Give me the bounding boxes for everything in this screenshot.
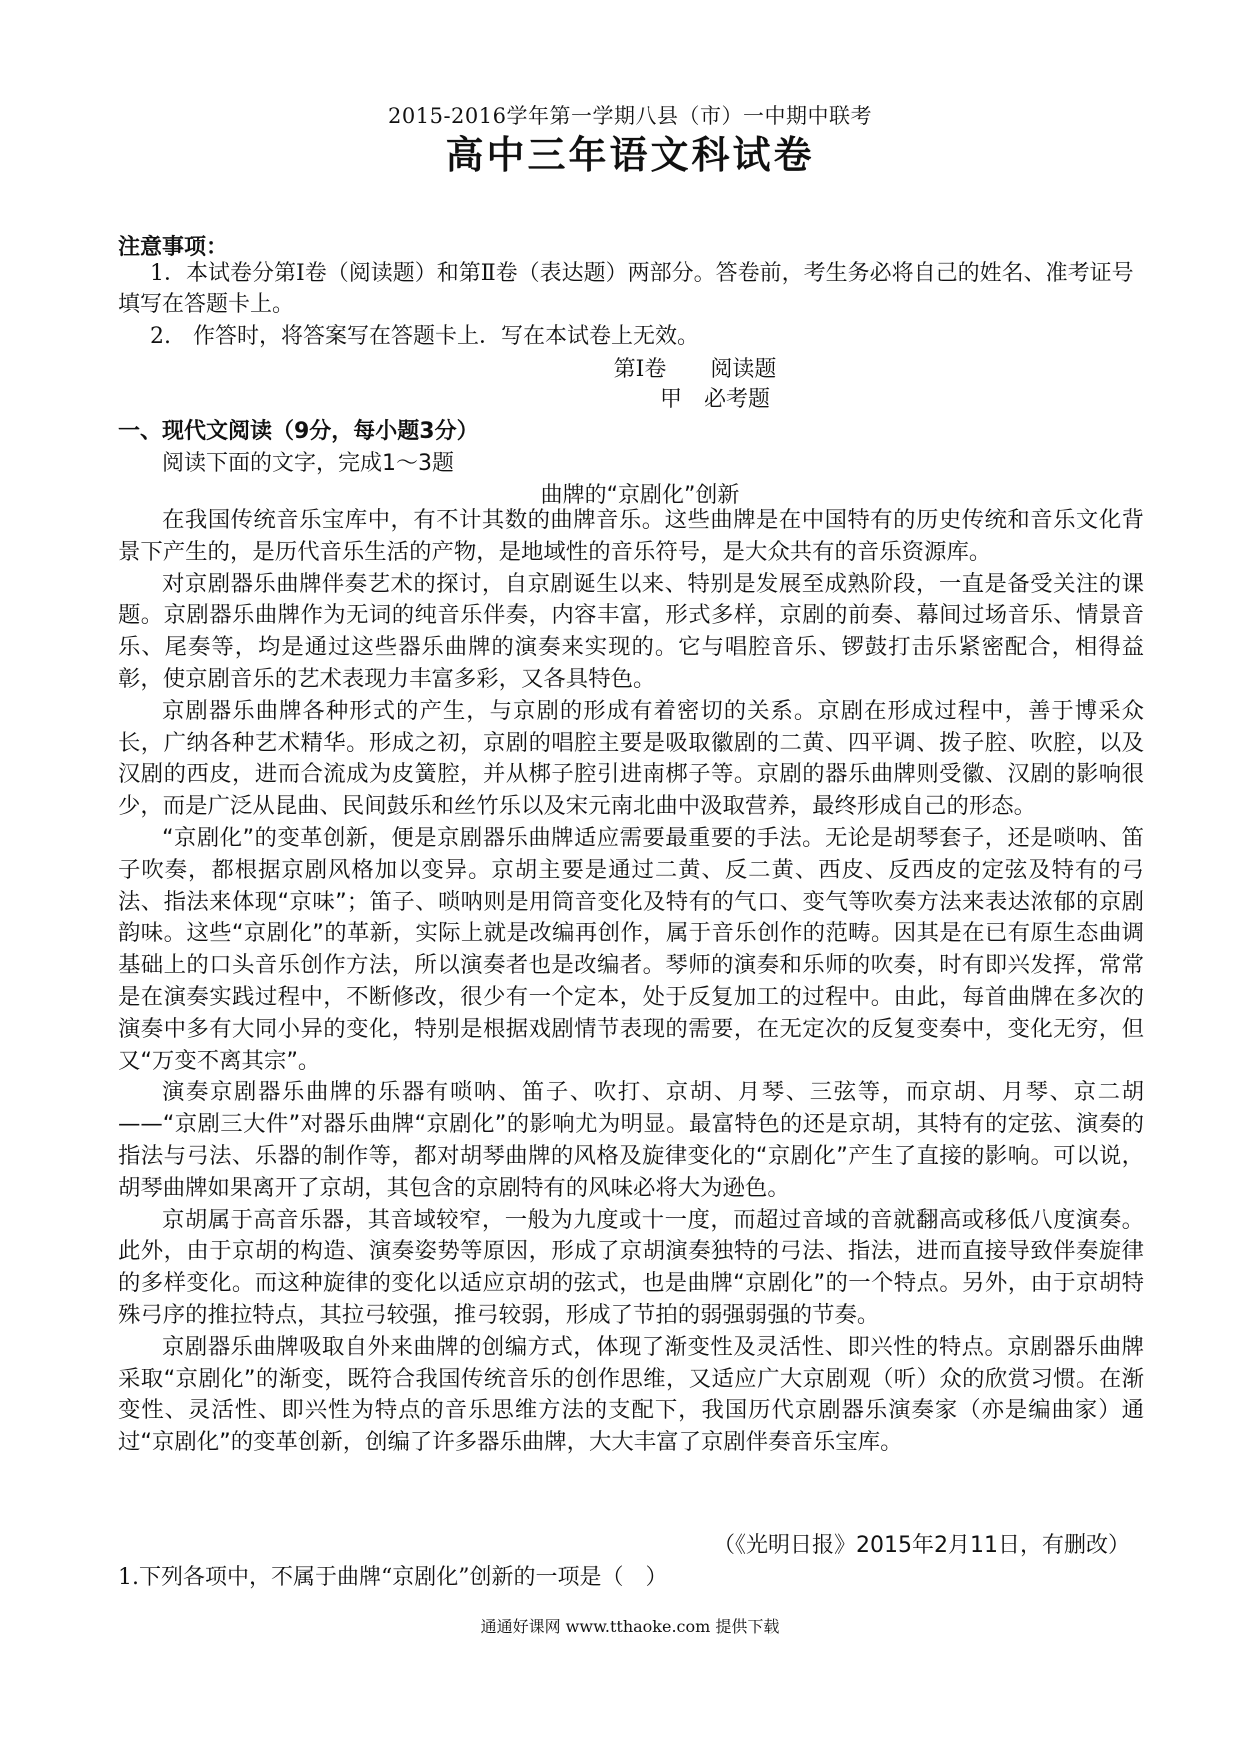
exam-header-line: 2015-2016学年第一学期八县（市）一中期中联考 bbox=[388, 104, 872, 128]
section-instruction: 阅读下面的文字，完成1～3题 bbox=[162, 451, 454, 476]
article-paragraph: 演奏京剧器乐曲牌的乐器有唢呐、笛子、吹打、京胡、月琴、三弦等，而京胡、月琴、京二胡——“京剧三大件”对器乐曲牌“京剧化”的影响尤为明显。最富特色的还是京胡，其特有的定弦、演奏的指法与弓法、乐器的制作等，都对胡琴曲牌的风格及旋律变化的“京剧化”产生了直接的影响。可以说，胡琴曲牌如果离开了京胡，其包含的京剧特有的风味必将大为逊色。 bbox=[118, 1079, 1144, 1201]
section-heading: 一、现代文阅读（9分，每小题3分） bbox=[118, 419, 479, 444]
article-paragraph: 对京剧器乐曲牌伴奏艺术的探讨，自京剧诞生以来、特别是发展至成熟阶段，一直是备受关注的课题。京剧器乐曲牌作为无词的纯音乐伴奏，内容丰富，形式多样，京剧的前奏、幕间过场音乐、情景音乐、尾奏等，均是通过这些器乐曲牌的演奏来实现的。它与唱腔音乐、锣鼓打击乐紧密配合，相得益彰，使京剧音乐的艺术表现力丰富多彩，又各具特色。 bbox=[118, 570, 1144, 692]
notice-item-1: 1．本试卷分第Ⅰ卷（阅读题）和第Ⅱ卷（表达题）两部分。答卷前，考生务必将自己的姓名、准考证号填写在答题卡上。 bbox=[118, 261, 1134, 317]
notice-item-2: 2. 作答时，将答案写在答题卡上．写在本试卷上无效。 bbox=[150, 324, 699, 349]
article-paragraph: 京剧器乐曲牌各种形式的产生，与京剧的形成有着密切的关系。京剧在形成过程中，善于博采众长，广纳各种艺术精华。形成之初，京剧的唱腔主要是吸取徽剧的二黄、四平调、拨子腔、吹腔，以及汉剧的西皮，进而合流成为皮簧腔，并从梆子腔引进南梆子等。京剧的器乐曲牌则受徽、汉剧的影响很少，而是广泛从昆曲、民间鼓乐和丝竹乐以及宋元南北曲中汲取营养，最终形成自己的形态。 bbox=[118, 697, 1144, 820]
article-paragraph: 京剧器乐曲牌吸取自外来曲牌的创编方式，体现了渐变性及灵活性、即兴性的特点。京剧器乐曲牌采取“京剧化”的渐变，既符合我国传统音乐的创作思维，又适应广大京剧观（听）众的欣赏习惯。在渐变性、灵活性、即兴性为特点的音乐思维方法的支配下，我国历代京剧器乐演奏家（亦是编曲家）通过“京剧化”的变革创新，创编了许多器乐曲牌，大大丰富了京剧伴奏音乐宝库。 bbox=[118, 1333, 1144, 1456]
question-1: 1.下列各项中，不属于曲牌“京剧化”创新的一项是（ ） bbox=[118, 1565, 668, 1590]
article-paragraph: “京剧化”的变革创新，便是京剧器乐曲牌适应需要最重要的手法。无论是胡琴套子，还是唢呐、笛子吹奏，都根据京剧风格加以变异。京胡主要是通过二黄、反二黄、西皮、反西皮的定弦及特有的弓法、指法来体现“京味”；笛子、唢呐则是用筒音变化及特有的气口、变气等吹奏方法来表达浓郁的京剧韵味。这些“京剧化”的革新，实际上就是改编再创作，属于音乐创作的范畴。因其是在已有原生态曲调基础上的口头音乐创作方法，所以演奏者也是改编者。琴师的演奏和乐师的吹奏，时有即兴发挥，常常是在演奏实践过程中，不断修改，很少有一个定本，处于反复加工的过程中。由此，每首曲牌在多次的演奏中多有大同小异的变化，特别是根据戏剧情节表现的需要，在无定次的反复变奏中，变化无穷，但又“万变不离其宗”。 bbox=[118, 824, 1144, 1074]
article-body bbox=[118, 505, 1144, 1459]
page-title: 高中三年语文科试卷 bbox=[445, 132, 815, 177]
page-footer: 通通好课网 www.tthaoke.com 提供下载 bbox=[480, 1617, 780, 1636]
volume-heading: 第Ⅰ卷 阅读题 bbox=[613, 357, 777, 382]
article-paragraph: 京胡属于高音乐器，其音域较窄，一般为九度或十一度，而超过音域的音就翻高或移低八度演奏。此外，由于京胡的构造、演奏姿势等原因，形成了京胡演奏独特的弓法、指法，进而直接导致伴奏旋律的多样变化。而这种旋律的变化以适应京胡的弦式，也是曲牌“京剧化”的一个特点。另外，由于京胡特殊弓序的推拉特点，其拉弓较强，推弓较弱，形成了节拍的弱强弱强的节奏。 bbox=[118, 1206, 1144, 1328]
article-paragraph: 在我国传统音乐宝库中，有不计其数的曲牌音乐。这些曲牌是在中国特有的历史传统和音乐文化背景下产生的，是历代音乐生活的产物，是地域性的音乐符号，是大众共有的音乐资源库。 bbox=[118, 507, 1144, 565]
article-citation: （《光明日报》2015年2月11日，有删改） bbox=[713, 1533, 1130, 1558]
article-title: 曲牌的“京剧化”创新 bbox=[540, 483, 740, 508]
notice-heading: 注意事项： bbox=[118, 235, 229, 260]
volume-subheading: 甲 必考题 bbox=[659, 387, 770, 412]
